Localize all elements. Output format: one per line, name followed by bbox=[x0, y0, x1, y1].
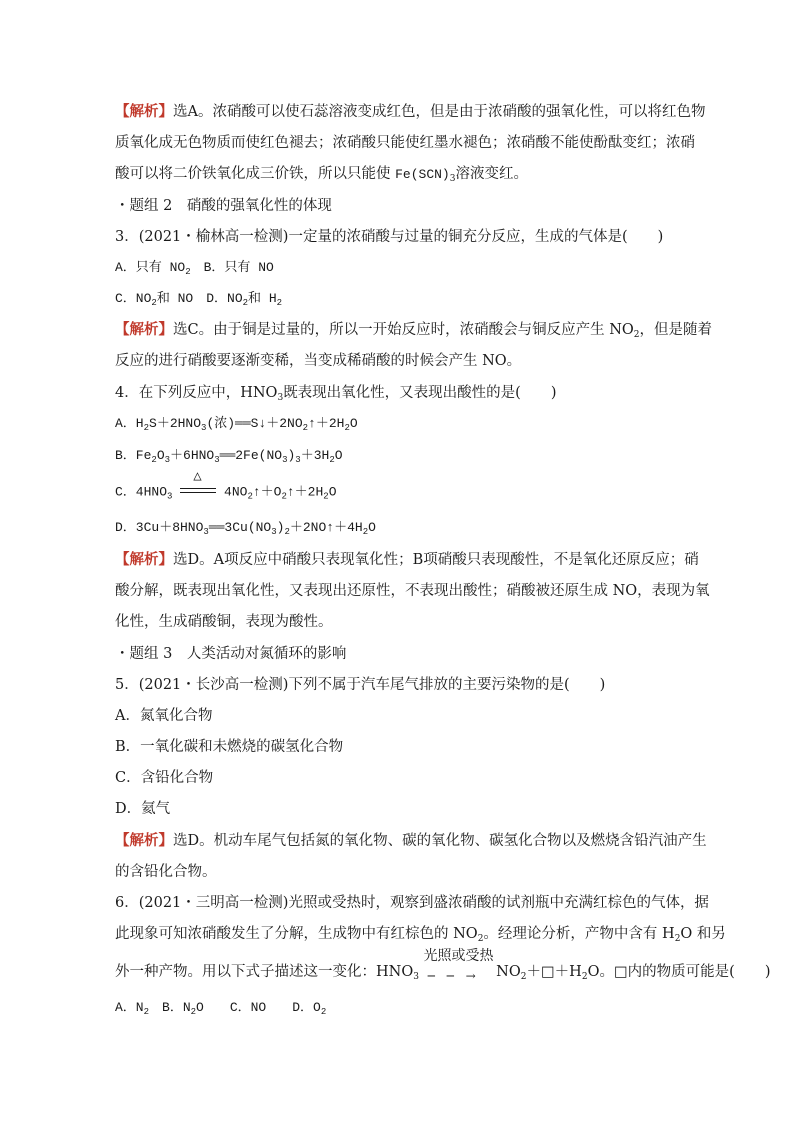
option-row: A．只有 $NO_2$ B．只有 NO bbox=[115, 260, 274, 277]
option-row: A．$N_2$ B．$N_2O$ C．NO D．$O_2$ bbox=[115, 1000, 327, 1017]
analysis-line: 酸可以将二价铁氧化成三价铁，所以只能使 $Fe(SCN)_3$溶液变红。 bbox=[115, 166, 528, 184]
analysis-line: 【解析】选C。由于铜是过量的，所以一开始反应时，浓硝酸会与铜反应产生 $NO_2$，但是随着 bbox=[115, 321, 713, 340]
question-stem: 6．(2021・三明高一检测)光照或受热时，观察到盛浓硝酸的试剂瓶中充满红棕色的气体，据 bbox=[115, 895, 709, 911]
analysis-line: 【解析】选A。浓硝酸可以使石蕊溶液变成红色，但是由于浓硝酸的强氧化性，可以将红色物 bbox=[115, 103, 706, 120]
question-stem: 此现象可知浓硝酸发生了分解，生成物中有红棕色的 $NO_2$。经理论分析，产物中含有 $H_2O$ 和另 bbox=[115, 926, 726, 944]
section-heading: ・题组 2 硝酸的强氧化性的体现 bbox=[115, 198, 332, 214]
analysis-line: 化性，生成硝酸铜，表现为酸性。 bbox=[115, 614, 333, 630]
analysis-line: 酸分解，既表现出氧化性，又表现出还原性，不表现出酸性；硝酸被还原生成 NO，表现为氧 bbox=[115, 583, 710, 599]
analysis-line: 【解析】选D。机动车尾气包括氮的氧化物、碳的氧化物、碳氢化合物以及燃烧含铅汽油产生 bbox=[115, 832, 707, 849]
option-row: B．$Fe_2O_3+6HNO_3══2Fe(NO_3)_3+3H_2O$ bbox=[115, 448, 343, 465]
question-stem: 3．(2021・榆林高一检测)一定量的浓硝酸与过量的铜充分反应，生成的气体是( ) bbox=[115, 229, 664, 245]
analysis-tag: 【解析】 bbox=[115, 103, 173, 120]
option-row: B．一氧化碳和未燃烧的碳氢化合物 bbox=[115, 739, 344, 755]
question-stem: 外一种产物。用以下式子描述这一变化：$HNO_3$ 光照或受热 ─ ─ → $NO_2+□+H_2O$。□内的物质可能是( ) bbox=[115, 948, 771, 983]
analysis-line: 【解析】选D。A项反应中硝酸只表现氧化性；B项硝酸只表现酸性，不是氧化还原反应；硝 bbox=[115, 551, 699, 568]
analysis-line: 反应的进行硝酸要逐渐变稀，当变成稀硝酸的时候会产生 NO。 bbox=[115, 353, 522, 369]
question-stem: 4．在下列反应中，$HNO_3$既表现出氧化性，又表现出酸性的是( ) bbox=[115, 385, 557, 403]
option-row: C．含铅化合物 bbox=[115, 770, 214, 786]
reaction-condition-arrow: 光照或受热 ─ ─ → bbox=[423, 948, 494, 983]
analysis-line: 质氧化成无色物质而使红色褪去；浓硝酸只能使红墨水褪色；浓硝酸不能使酚酞变红；浓硝 bbox=[115, 135, 695, 151]
option-row: D．$3Cu+8HNO_3══3Cu(NO_3)_2+2NO↑+4H_2O$ bbox=[115, 520, 376, 537]
option-row: D．氦气 bbox=[115, 801, 171, 817]
analysis-line: 的含铅化合物。 bbox=[115, 864, 217, 880]
heat-equals-sign: △ bbox=[180, 482, 216, 502]
option-row: C．$NO_2$和 NO D．$NO_2$和 $H_2$ bbox=[115, 291, 283, 308]
section-heading: ・题组 3 人类活动对氮循环的影响 bbox=[115, 646, 347, 662]
option-row: A．$H_2S+2HNO_3$(浓)$══S↓+2NO_2↑+2H_2O$ bbox=[115, 416, 358, 433]
option-row: A．氮氧化合物 bbox=[115, 708, 213, 724]
option-row: C．$4HNO_3$ △ $4NO_2↑+O_2↑+2H_2O$ bbox=[115, 469, 337, 502]
question-stem: 5．(2021・长沙高一检测)下列不属于汽车尾气排放的主要污染物的是( ) bbox=[115, 677, 606, 693]
